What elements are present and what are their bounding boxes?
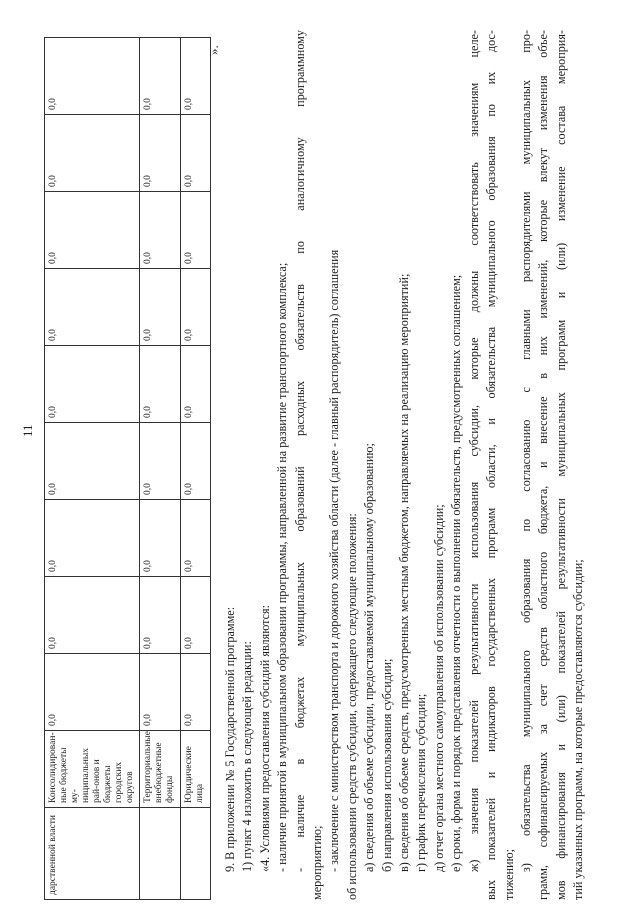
paragraph: «4. Условиями предоставления субсидий являются: (257, 604, 272, 872)
data-table (44, 37, 211, 900)
table-cell: 0,0 (45, 269, 140, 346)
paragraph: тий указанных программ, на которые предоставляются субсидии; (571, 559, 586, 900)
table-cell: Юридические лица (181, 731, 211, 808)
paragraph: - наличие принятой в муниципальном образовании программы, направленной на развитие транспортного комплекса; (275, 262, 290, 872)
table-cell: 0,0 (140, 500, 181, 577)
paragraph: а) сведения об объеме субсидии, предоставляемой муниципальному образованию; (362, 443, 377, 872)
table-row (140, 38, 181, 900)
table-cell: 0,0 (140, 654, 181, 731)
paragraph: ж) значения показателей результативности использования субсидии, которые должны соответствовать значениям целе- (466, 30, 481, 872)
table-cell: 0,0 (181, 577, 211, 654)
body-text (222, 30, 588, 900)
paragraph: вых показателей и индикаторов государственных программ области, и обязательства муниципального образования по их дос- (484, 30, 499, 900)
paragraph: - наличие в бюджетах муниципальных образований расходных обязательств по аналогичному программному (292, 30, 307, 872)
table-cell: 0,0 (181, 192, 211, 269)
table-cell: 0,0 (140, 192, 181, 269)
paragraph: г) график перечисления субсидии; (414, 693, 429, 872)
table-cell: 0,0 (181, 423, 211, 500)
paragraph: б) направления использования субсидии; (379, 658, 394, 872)
table-cell: 0,0 (181, 38, 211, 115)
table-cell: 0,0 (140, 423, 181, 500)
paragraph: е) сроки, форма и порядок представления отчетности о выполнении обязательств, предусмотренных соглашением; (449, 274, 464, 872)
table-cell: 0,0 (140, 577, 181, 654)
table-row (45, 38, 140, 900)
table-cell: 0,0 (181, 346, 211, 423)
table-cell: 0,0 (181, 500, 211, 577)
table-cell: 0,0 (181, 115, 211, 192)
table-cell (181, 808, 211, 900)
table-cell: 0,0 (45, 192, 140, 269)
table-cell: 0,0 (140, 115, 181, 192)
paragraph: д) отчет органа местного самоуправления об использовании субсидии; (431, 504, 446, 872)
paragraph: грамм, софинансируемых за счет средств областного бюджета, и внесение в них изменений, которые влекут изменения объе- (536, 30, 551, 900)
table-cell: 0,0 (181, 269, 211, 346)
paragraph: мероприятию; (310, 825, 325, 900)
paragraph: з) обязательства муниципального образования по согласованию с главными распорядителями муниципальных про- (518, 30, 533, 872)
table-cell: 0,0 (45, 423, 140, 500)
paragraph: в) сведения об объеме средств, предусмотренных местным бюджетом, направляемых на реализацию мероприятий; (397, 273, 412, 872)
paragraph: - заключение с министерством транспорта и дорожного хозяйства области (далее - главный распорядитель) соглашения (327, 249, 342, 872)
table-cell: 0,0 (45, 346, 140, 423)
table-cell: 0,0 (45, 654, 140, 731)
table-cell: 0,0 (45, 500, 140, 577)
paragraph: мов финансирования и (или) показателей результативности муниципальных программ и (или) изменение состава мероприя- (553, 30, 568, 900)
table-cell: 0,0 (45, 577, 140, 654)
table-cell: 0,0 (45, 115, 140, 192)
table-row (181, 38, 211, 900)
page-number: 11 (20, 424, 35, 437)
table-cell: 0,0 (140, 38, 181, 115)
closing-quote: ». (206, 45, 221, 55)
table-cell: Консолидирован-ные бюджеты му-ниципальных рай-онов и бюджеты городских округов (45, 731, 140, 808)
table-cell: 0,0 (181, 654, 211, 731)
paragraph: об использовании средств субсидии, содержащего следующие положения: (344, 513, 359, 900)
table-cell: 0,0 (140, 346, 181, 423)
table-cell: Территориальные внебюджетные фонды (140, 731, 181, 808)
paragraph: тижению; (501, 848, 516, 900)
table-cell (140, 808, 181, 900)
paragraph: 1) пункт 4 изложить в следующей редакции: (240, 641, 255, 872)
table-cell: 0,0 (140, 269, 181, 346)
table-cell: дарственной власти (45, 808, 140, 900)
paragraph: 9. В приложении № 5 Государственной программе: (223, 606, 237, 872)
table-cell: 0,0 (45, 38, 140, 115)
